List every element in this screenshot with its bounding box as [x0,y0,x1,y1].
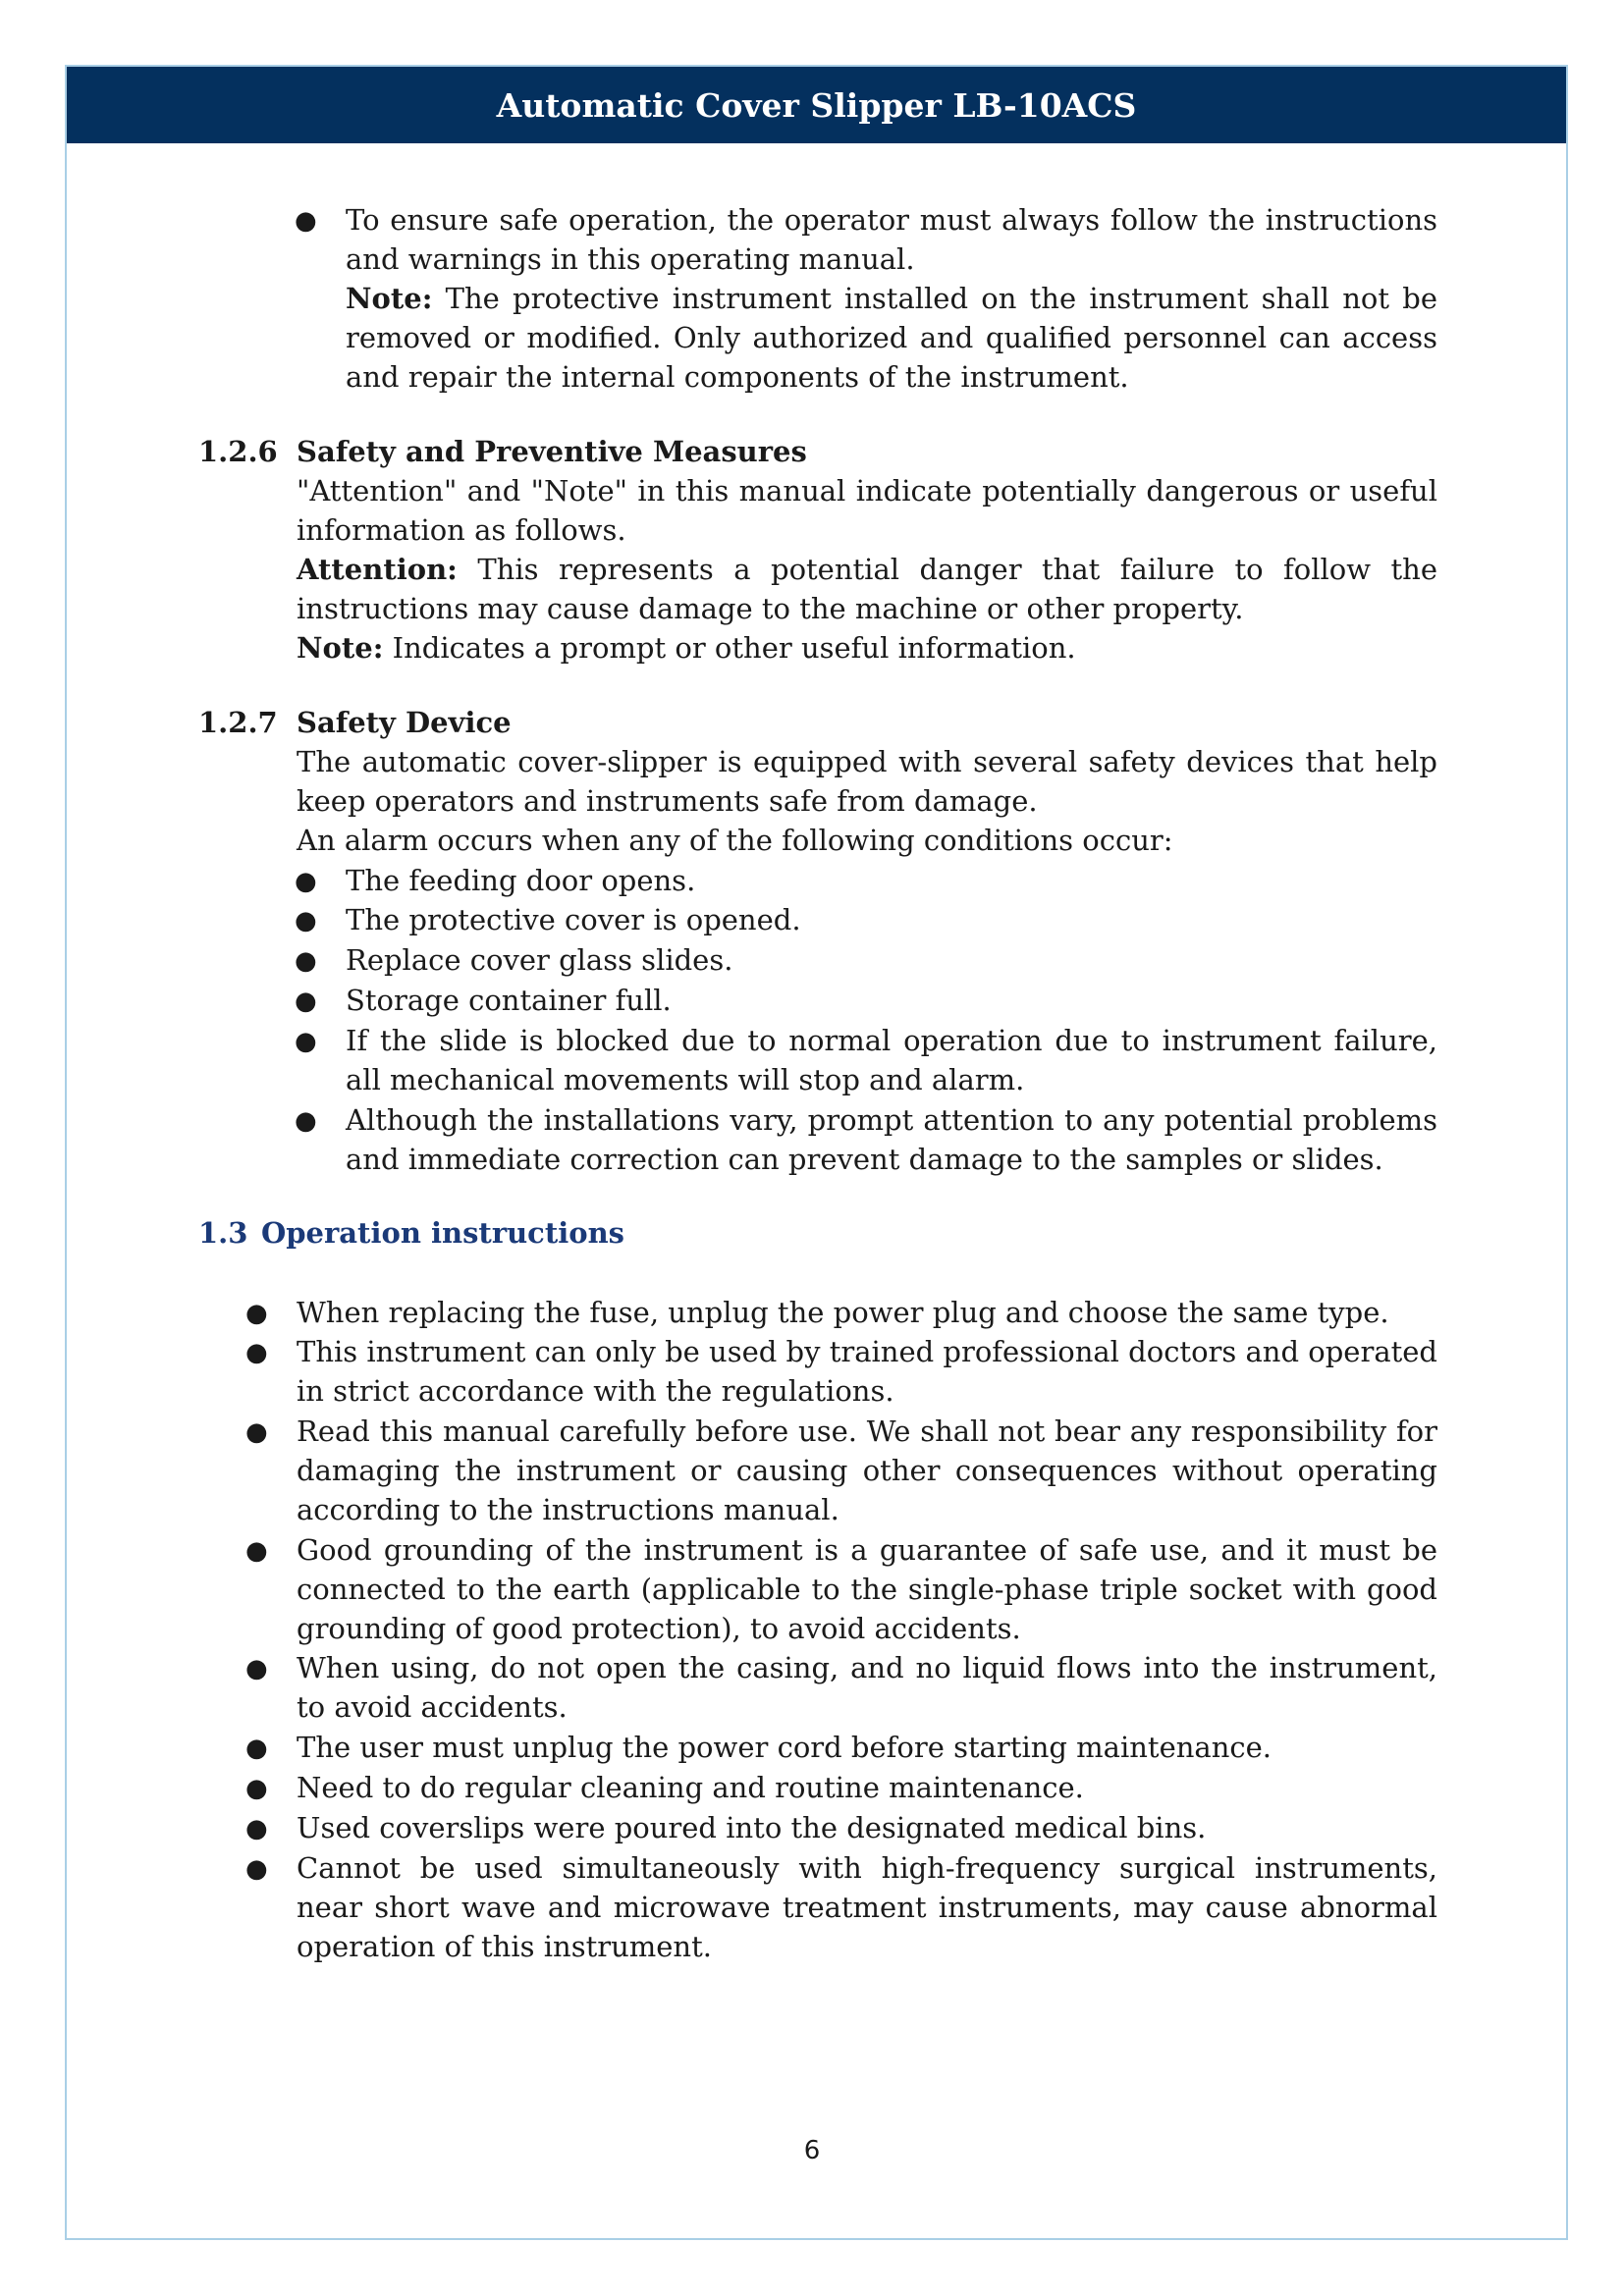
bullet-marker: ● [295,1106,317,1136]
section-127-paragraph-2: An alarm occurs when any of the following conditions occur: [297,824,1173,857]
section-127-paragraph-1: The automatic cover-slipper is equipped with several safety devices that help keep operators and instruments safe from damage. [297,745,1437,818]
list-item: Replace cover glass slides. [346,943,733,977]
note-text: Indicates a prompt or other useful information. [383,631,1076,665]
section-127-title: Safety Device [297,706,512,739]
section-126-body [297,471,1437,667]
bullet-marker: ● [245,1299,268,1328]
list-item: The feeding door opens. [346,864,696,897]
bullet-marker: ● [295,1027,317,1056]
note-label: Note: [297,631,384,665]
list-item: If the slide is blocked due to normal operation due to instrument failure, all mechanical movements will stop and alarm. [346,1024,1437,1096]
list-item: Although the installations vary, prompt attention to any potential problems and immediate correction can prevent damage to the samples or slides. [346,1103,1437,1176]
intro-note-label: Note: [346,282,433,315]
list-item: Used coverslips were poured into the designated medical bins. [297,1811,1207,1844]
section-13-number: 1.3 [198,1216,248,1250]
intro-bullet-sentence: To ensure safe operation, the operator must always follow the instructions and warnings in this operating manual. [346,203,1437,276]
list-item: Read this manual carefully before use. We shall not bear any responsibility for damaging the instrument or causing other consequences without operating according to the instructions manual. [297,1415,1437,1526]
section-126-number: 1.2.6 [198,435,278,468]
attention-label: Attention: [297,553,458,586]
list-item: When replacing the fuse, unplug the power plug and choose the same type. [297,1296,1389,1329]
bullet-marker: ● [245,1417,268,1447]
bullet-marker: ● [245,1774,268,1803]
attention-text: This represents a potential danger that failure to follow the instructions may cause damage to the machine or other property. [297,553,1437,625]
intro-note-text: The protective instrument installed on the instrument shall not be removed or modified. Only authorized and qualified personnel can access and repair the internal components of the instrument. [346,282,1437,394]
list-item: This instrument can only be used by trained professional doctors and operated in strict accordance with the regulations. [297,1335,1437,1408]
header-title: Automatic Cover Slipper LB-10ACS [496,85,1137,125]
intro-bullet-text [346,200,1437,397]
page-header [67,67,1566,143]
bullet-marker: ● [245,1536,268,1566]
list-item: Need to do regular cleaning and routine maintenance. [297,1771,1084,1804]
bullet-marker: ● [295,867,317,896]
bullet-marker: ● [245,1734,268,1763]
bullet-marker: ● [245,1814,268,1843]
bullet-marker: ● [245,1854,268,1884]
list-item: Cannot be used simultaneously with high-frequency surgical instruments, near short wave and microwave treatment instruments, may cause abnormal operation of this instrument. [297,1851,1437,1963]
section-127-number: 1.2.7 [198,706,278,739]
list-item: When using, do not open the casing, and no liquid flows into the instrument, to avoid accidents. [297,1651,1437,1724]
list-item: The user must unplug the power cord before starting maintenance. [297,1731,1272,1764]
list-item: Good grounding of the instrument is a guarantee of safe use, and it must be connected to the earth (applicable to the single-phase triple socket with good grounding of good protection), to avoid accidents. [297,1533,1437,1645]
bullet-marker: ● [245,1338,268,1367]
page-number: 6 [803,2136,821,2165]
section-127-body [297,742,1437,860]
section-126-title: Safety and Preventive Measures [297,435,807,468]
bullet-marker: ● [295,987,317,1016]
section-126-paragraph: "Attention" and "Note" in this manual indicate potentially dangerous or useful information as follows. [297,474,1437,547]
list-item: Storage container full. [346,984,672,1017]
bullet-marker: ● [295,906,317,935]
bullet-marker: ● [245,1654,268,1683]
bullet-marker: ● [295,206,317,236]
list-item: The protective cover is opened. [346,903,801,936]
section-13-title: Operation instructions [261,1216,625,1250]
bullet-marker: ● [295,946,317,976]
